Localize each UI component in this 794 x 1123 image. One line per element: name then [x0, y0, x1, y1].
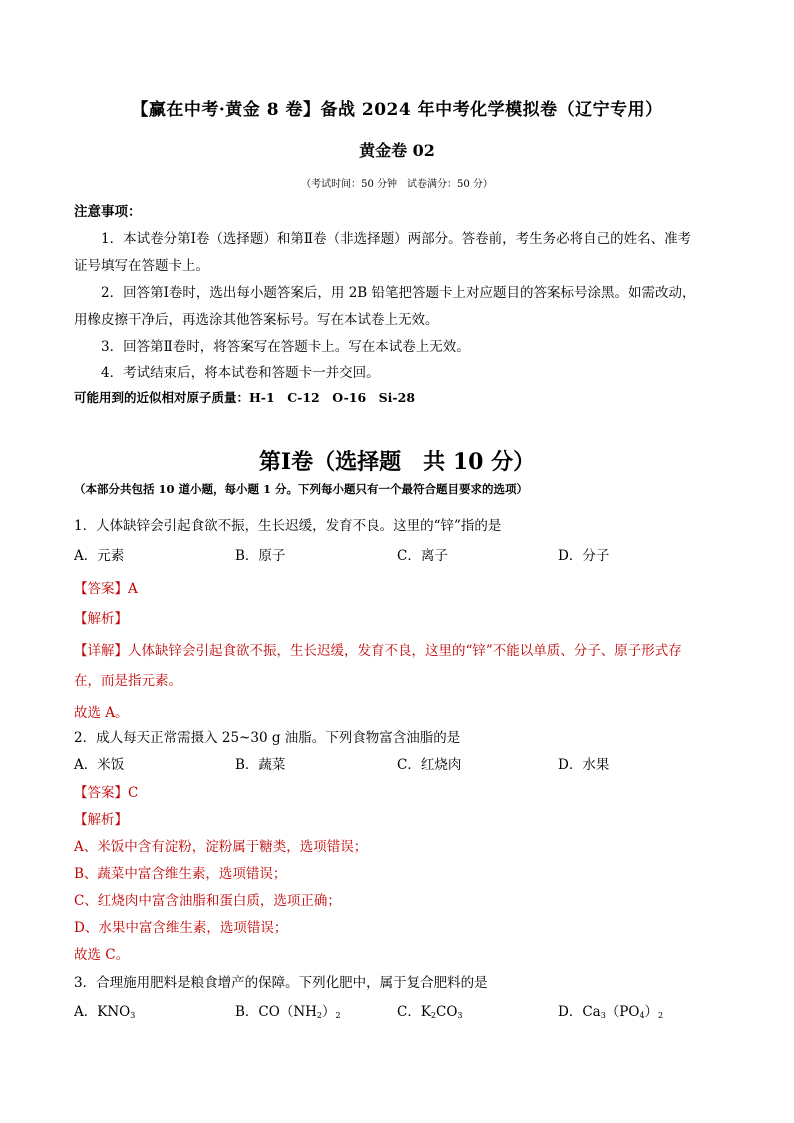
q2-choose: 故选 C。	[74, 947, 130, 963]
notice-item-2-line-2: 用橡皮擦干净后，再选涂其他答案标号。写在本试卷上无效。	[74, 312, 439, 328]
exam-title: 【赢在中考·黄金 8 卷】备战 2024 年中考化学模拟卷（辽宁专用）	[131, 100, 663, 120]
q2-line-a: A、米饭中含有淀粉，淀粉属于糖类，选项错误；	[74, 839, 368, 855]
notice-item-3: 3．回答第Ⅱ卷时，将答案写在答题卡上。写在本试卷上无效。	[101, 339, 470, 355]
notice-item-4: 4．考试结束后，将本试卷和答题卡一并交回。	[101, 365, 380, 381]
q2-line-b: B、蔬菜中富含维生素，选项错误；	[74, 866, 287, 882]
q3-option-a: A．$KNO_3$	[74, 1004, 136, 1020]
notice-heading: 注意事项：	[74, 204, 142, 220]
q1-analysis: 【解析】	[74, 611, 128, 627]
q1-choose: 故选 A。	[74, 705, 129, 721]
exam-subtitle: 黄金卷 02	[359, 141, 435, 160]
q2-option-a: A．米饭	[74, 757, 125, 773]
atomic-mass-note: 可能用到的近似相对原子质量：H-1 C-12 O-16 Si-28	[74, 390, 416, 405]
q1-detail-line-2: 在，而是指元素。	[74, 673, 182, 689]
q2-stem: 2．成人每天正常需摄入 25~30 g 油脂。下列食物富含油脂的是	[74, 730, 461, 746]
notice-item-1-line-1: 1．本试卷分第Ⅰ卷（选择题）和第Ⅱ卷（非选择题）两部分。答卷前，考生务必将自己的姓名、准考	[101, 231, 692, 247]
notice-item-1-line-2: 证号填写在答题卡上。	[74, 258, 209, 274]
exam-info: （考试时间：50 分钟 试卷满分：50 分）	[301, 179, 493, 190]
q1-option-d: D．分子	[558, 548, 610, 564]
q2-option-b: B．蔬菜	[235, 757, 286, 773]
q1-detail-line-1: 【详解】人体缺锌会引起食欲不振，生长迟缓，发育不良，这里的“锌”不能以单质、分子、原子形式存	[74, 643, 682, 659]
q3-option-b: B．$CO(NH_2)_2$	[235, 1004, 341, 1020]
q3-option-d: D．$Ca_3(PO_4)_2$	[558, 1004, 664, 1020]
q1-option-b: B．原子	[235, 548, 286, 564]
q2-option-c: C．红烧肉	[397, 757, 462, 773]
q2-option-d: D．水果	[558, 757, 610, 773]
q3-stem: 3．合理施用肥料是粮食增产的保障。下列化肥中，属于复合肥料的是	[74, 975, 488, 991]
section-note: （本部分共包括 10 道小题，每小题 1 分。下列每小题只有一个最符合题目要求的选项）	[74, 482, 529, 496]
q2-line-c: C、红烧肉中富含油脂和蛋白质，选项正确；	[74, 893, 341, 909]
q2-analysis: 【解析】	[74, 812, 128, 828]
q1-stem: 1．人体缺锌会引起食欲不振，生长迟缓，发育不良。这里的“锌”指的是	[74, 518, 502, 534]
section-title: 第Ⅰ卷（选择题 共 10 分）	[258, 449, 536, 475]
q1-option-a: A．元素	[74, 548, 125, 564]
q3-option-c: C．$K_2CO_3$	[397, 1004, 463, 1020]
q2-line-d: D、水果中富含维生素，选项错误；	[74, 920, 288, 936]
q2-answer: 【答案】C	[74, 785, 139, 801]
q1-option-c: C．离子	[397, 548, 448, 564]
q1-answer: 【答案】A	[74, 581, 138, 597]
notice-item-2-line-1: 2．回答第Ⅰ卷时，选出每小题答案后，用 2B 铅笔把答题卡上对应题目的答案标号涂黑。如需改动，	[101, 285, 696, 301]
